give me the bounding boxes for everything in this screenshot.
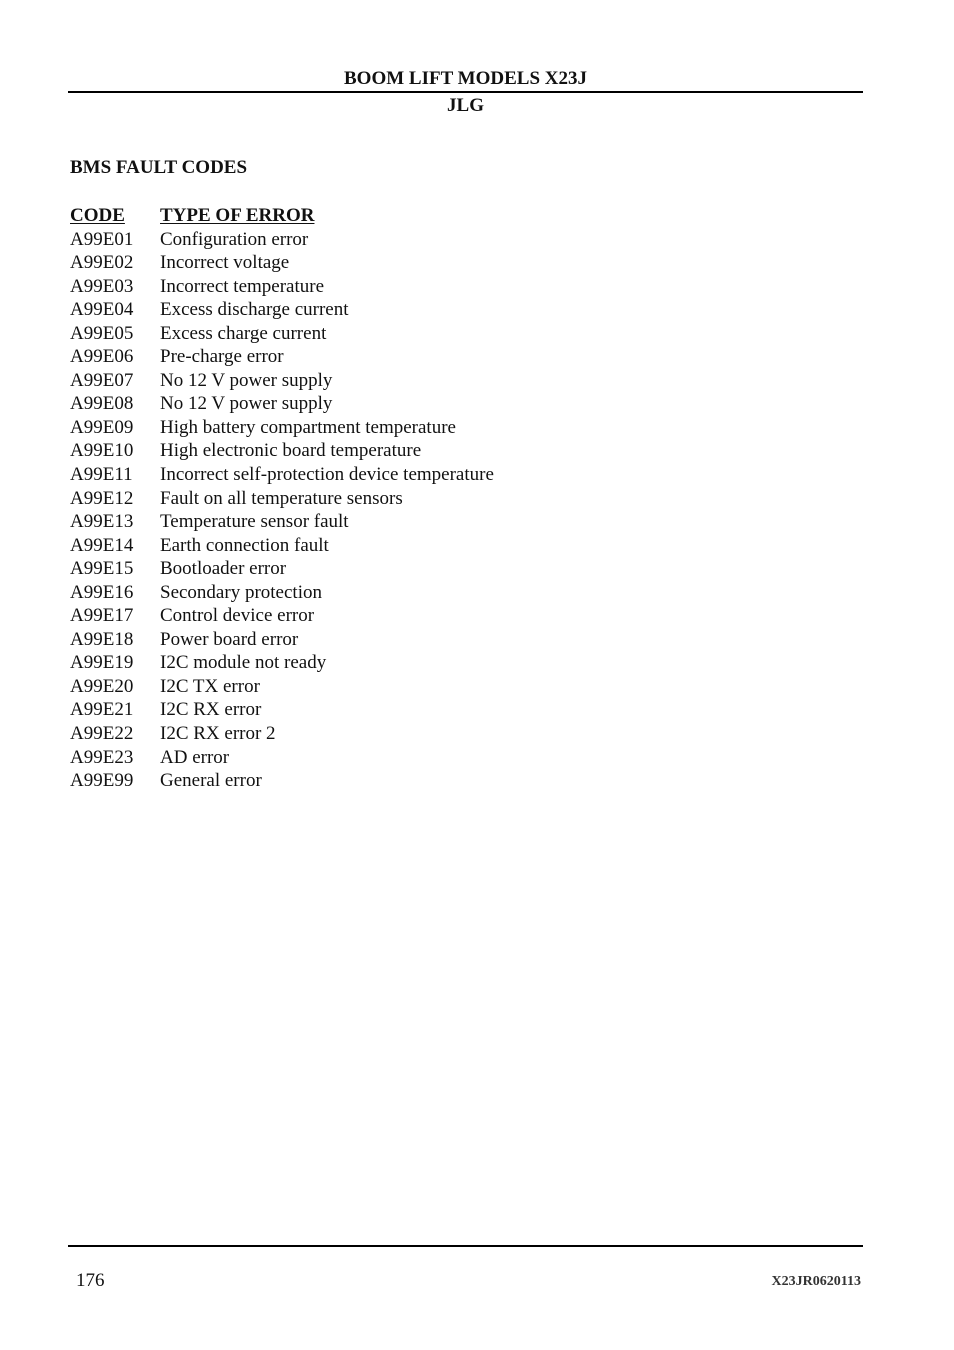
fault-code: A99E12 bbox=[70, 487, 134, 509]
fault-code: A99E09 bbox=[70, 416, 134, 438]
page-number: 176 bbox=[76, 1270, 105, 1291]
fault-code: A99E08 bbox=[70, 393, 134, 415]
fault-code: A99E04 bbox=[70, 299, 134, 321]
fault-code: A99E07 bbox=[70, 369, 134, 391]
table-row bbox=[70, 628, 494, 652]
fault-code: A99E20 bbox=[70, 675, 134, 697]
column-header-type: TYPE OF ERROR bbox=[160, 205, 315, 226]
table-row bbox=[70, 275, 494, 299]
fault-description: Earth connection fault bbox=[160, 534, 329, 556]
fault-code: A99E16 bbox=[70, 581, 134, 603]
fault-description: Fault on all temperature sensors bbox=[160, 487, 403, 509]
fault-description: Configuration error bbox=[160, 228, 309, 250]
column-header-code: CODE bbox=[70, 205, 125, 226]
fault-code: A99E06 bbox=[70, 346, 134, 368]
fault-description: Incorrect voltage bbox=[160, 252, 290, 274]
fault-description: Temperature sensor fault bbox=[160, 511, 349, 533]
fault-code: A99E05 bbox=[70, 322, 134, 344]
table-row bbox=[70, 698, 494, 722]
table-row bbox=[70, 298, 494, 322]
table-row bbox=[70, 557, 494, 581]
table-row bbox=[70, 392, 494, 416]
table-row bbox=[70, 510, 494, 534]
table-row bbox=[70, 439, 494, 463]
table-header-row bbox=[70, 204, 494, 228]
fault-description: Incorrect temperature bbox=[160, 275, 325, 297]
table-row bbox=[70, 746, 494, 770]
fault-description: Excess discharge current bbox=[160, 299, 349, 321]
fault-code: A99E10 bbox=[70, 440, 134, 462]
header-divider bbox=[68, 91, 863, 93]
fault-description: I2C module not ready bbox=[160, 652, 327, 674]
table-row bbox=[70, 345, 494, 369]
table-row bbox=[70, 722, 494, 746]
fault-description: No 12 V power supply bbox=[160, 369, 333, 391]
fault-description: Secondary protection bbox=[160, 581, 322, 603]
fault-code-table bbox=[70, 204, 494, 793]
fault-code: A99E21 bbox=[70, 699, 134, 721]
fault-code: A99E18 bbox=[70, 628, 134, 650]
fault-code: A99E23 bbox=[70, 746, 134, 768]
fault-description: High battery compartment temperature bbox=[160, 416, 456, 438]
table-row bbox=[70, 534, 494, 558]
table-row bbox=[70, 769, 494, 793]
fault-code: A99E22 bbox=[70, 723, 134, 745]
fault-code: A99E99 bbox=[70, 770, 134, 792]
table-row bbox=[70, 251, 494, 275]
table-body bbox=[70, 228, 494, 793]
fault-description: General error bbox=[160, 770, 262, 792]
table-row bbox=[70, 604, 494, 628]
table-row bbox=[70, 675, 494, 699]
page-header-brand: JLG bbox=[447, 95, 484, 116]
fault-description: I2C RX error bbox=[160, 699, 262, 721]
fault-code: A99E01 bbox=[70, 228, 134, 250]
footer-divider bbox=[68, 1245, 863, 1247]
table-row bbox=[70, 463, 494, 487]
table-row bbox=[70, 322, 494, 346]
fault-description: I2C TX error bbox=[160, 675, 260, 697]
table-row bbox=[70, 651, 494, 675]
fault-description: Excess charge current bbox=[160, 322, 327, 344]
fault-code: A99E15 bbox=[70, 558, 134, 580]
fault-code: A99E17 bbox=[70, 605, 134, 627]
fault-description: No 12 V power supply bbox=[160, 393, 333, 415]
fault-code: A99E11 bbox=[70, 464, 133, 486]
table-row bbox=[70, 581, 494, 605]
fault-description: I2C RX error 2 bbox=[160, 723, 276, 745]
fault-description: Pre-charge error bbox=[160, 346, 284, 368]
fault-description: AD error bbox=[160, 746, 230, 768]
table-row bbox=[70, 416, 494, 440]
page-header-title: BOOM LIFT MODELS X23J bbox=[344, 68, 587, 89]
fault-description: Power board error bbox=[160, 628, 299, 650]
document-code: X23JR0620113 bbox=[771, 1274, 861, 1289]
table-row bbox=[70, 487, 494, 511]
table-row bbox=[70, 228, 494, 252]
table-row bbox=[70, 369, 494, 393]
fault-description: Incorrect self-protection device temperature bbox=[160, 464, 494, 486]
fault-description: Bootloader error bbox=[160, 558, 287, 580]
fault-description: High electronic board temperature bbox=[160, 440, 422, 462]
section-title: BMS FAULT CODES bbox=[70, 157, 248, 178]
fault-code: A99E13 bbox=[70, 511, 134, 533]
fault-code: A99E14 bbox=[70, 534, 134, 556]
fault-description: Control device error bbox=[160, 605, 315, 627]
fault-code: A99E19 bbox=[70, 652, 134, 674]
fault-code: A99E03 bbox=[70, 275, 134, 297]
fault-code: A99E02 bbox=[70, 252, 134, 274]
